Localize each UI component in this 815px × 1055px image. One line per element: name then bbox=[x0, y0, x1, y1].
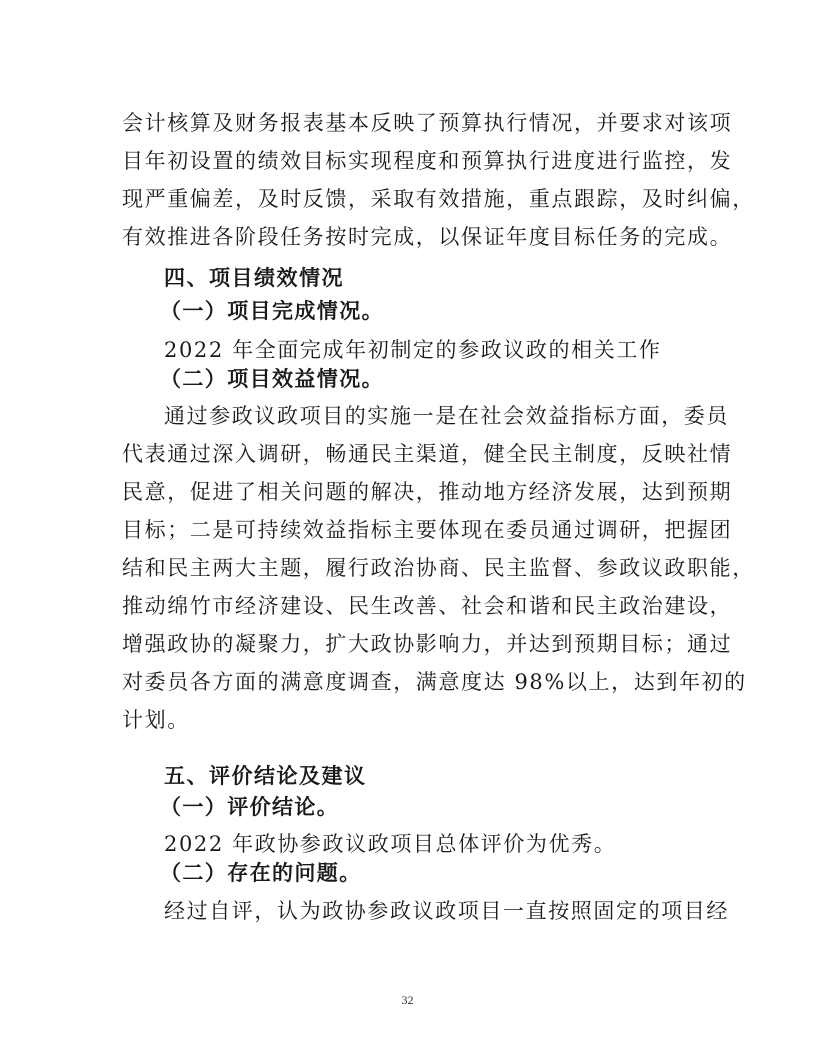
subsection-heading: （二）存在的问题。 bbox=[160, 861, 362, 885]
page-number: 32 bbox=[401, 993, 414, 1007]
paragraph-line: 通过参政议政项目的实施一是在社会效益指标方面，委员 bbox=[164, 404, 729, 428]
paragraph-line: 推动绵竹市经济建设、民生改善、社会和谐和民主政治建设， bbox=[122, 594, 733, 618]
section-heading: 五、评价结论及建议 bbox=[164, 764, 367, 788]
paragraph-line: 计划。 bbox=[122, 708, 190, 732]
paragraph-line: 增强政协的凝聚力，扩大政协影响力，并达到预期目标；通过 bbox=[122, 632, 733, 656]
subsection-heading: （一）项目完成情况。 bbox=[160, 299, 384, 323]
paragraph-line: 2022 年政协参政议政项目总体评价为优秀。 bbox=[164, 832, 617, 856]
paragraph-line: 结和民主两大主题，履行政治协商、民主监督、参政议政职能， bbox=[122, 556, 755, 580]
paragraph-line: 民意，促进了相关问题的解决，推动地方经济发展，达到预期 bbox=[122, 480, 733, 504]
paragraph-line: 现严重偏差，及时反馈，采取有效措施，重点跟踪，及时纠偏， bbox=[122, 187, 755, 211]
paragraph-line: 对委员各方面的满意度调查，满意度达 98%以上，达到年初的 bbox=[122, 670, 747, 694]
paragraph-line: 会计核算及财务报表基本反映了预算执行情况，并要求对该项 bbox=[122, 111, 733, 135]
section-heading: 四、项目绩效情况 bbox=[164, 266, 344, 290]
paragraph-line: 经过自评，认为政协参政议政项目一直按照固定的项目经 bbox=[164, 899, 729, 923]
paragraph-line: 代表通过深入调研，畅通民主渠道，健全民主制度，反映社情 bbox=[122, 442, 733, 466]
paragraph-line: 目年初设置的绩效目标实现程度和预算执行进度进行监控，发 bbox=[122, 149, 733, 173]
paragraph-line: 2022 年全面完成年初制定的参政议政的相关工作 bbox=[164, 338, 662, 362]
subsection-heading: （二）项目效益情况。 bbox=[160, 367, 384, 391]
paragraph-line: 目标；二是可持续效益指标主要体现在委员通过调研，把握团 bbox=[122, 518, 733, 542]
subsection-heading: （一）评价结论。 bbox=[160, 795, 340, 819]
paragraph-line: 有效推进各阶段任务按时完成，以保证年度目标任务的完成。 bbox=[122, 225, 733, 249]
